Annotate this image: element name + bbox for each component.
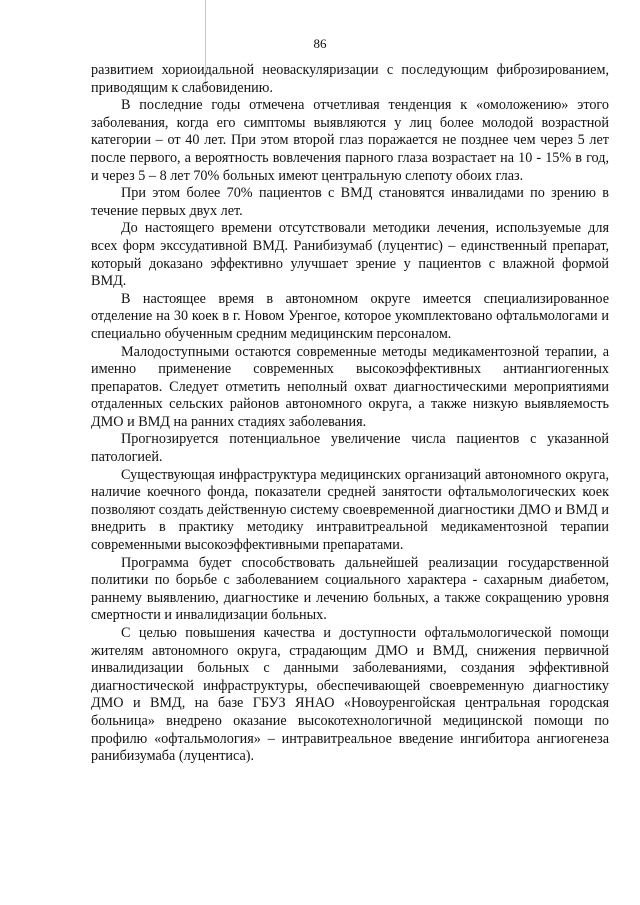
document-body — [91, 62, 609, 766]
paragraph-3: При этом более 70% пациентов с ВМД становятся инвалидами по зрению в течение первых двух лет. — [91, 185, 609, 219]
paragraph-7: Прогнозируется потенциальное увеличение числа пациентов с указанной патологией. — [91, 431, 609, 466]
paragraph-2: В последние годы отмечена отчетливая тенденция к «омоложению» этого заболевания, когда его симптомы выявляются у лиц более молодой возрастной категории – от 40 лет. При этом второй глаз поражается не позднее чем через 5 лет после первого, а вероятность вовлечения парного глаза возрастает на 10 - 15% в год, и через 5 – 8 лет 70% больных имеют центральную слепоту обоих глаз. — [91, 97, 609, 184]
page-number: 86 — [313, 36, 327, 51]
paragraph-10: С целью повышения качества и доступности офтальмологической помощи жителям автономного округа, страдающим ДМО и ВМД, снижения первичной инвалидизации больных с данными заболеваниями, создания эффективной диагностической инфраструктуры, обеспечивающей своевременную диагностику ДМО и ВМД, на базе ГБУЗ ЯНАО «Новоуренгойская центральная городская больница» внедрено оказание высокотехнологичной медицинской помощи по профилю «офтальмология» – интравитреальное введение ингибитора ангиогенеза ранибизумаба (луцентиса). — [91, 625, 609, 765]
paragraph-9: Программа будет способствовать дальнейшей реализации государственной политики по борьбе с заболеванием социального характера - сахарным диабетом, раннему выявлению, диагностике и лечению больных, а также сокращению уровня смертности и инвалидизации больных. — [91, 554, 609, 624]
paragraph-6: Малодоступными остаются современные методы медикаментозной терапии, а именно применение современных высокоэффективных антиангиогенных препаратов. Следует отметить неполный охват диагностическими мероприятиями отдаленных сельских районов автономного округа, а также низкую выявляемость ДМО и ВМД на ранних стадиях заболевания. — [91, 343, 609, 430]
paragraph-4: До настоящего времени отсутствовали методики лечения, используемые для всех форм экссудативной ВМД. Ранибизумаб (луцентис) – единственный препарат, который доказано эффективно улучшает зрение у пациентов с влажной формой ВМД. — [91, 220, 609, 290]
paragraph-8: Существующая инфраструктура медицинских организаций автономного округа, наличие коечного фонда, показатели средней занятости офтальмологических коек позволяют создать действенную систему своевременной диагностики ДМО и ВМД и внедрить в практику методику интравитреальной медикаментозной терапии современными высокоэффективными препаратами. — [91, 466, 609, 554]
paragraph-5: В настоящее время в автономном округе имеется специализированное отделение на 30 коек в г. Новом Уренгое, которое укомплектовано офтальмологами и специально обученным средним медицинским персоналом. — [91, 290, 609, 342]
paragraph-1: развитием хориоидальной неоваскуляризации с последующим фиброзированием, приводящим к слабовидению. — [91, 62, 609, 96]
